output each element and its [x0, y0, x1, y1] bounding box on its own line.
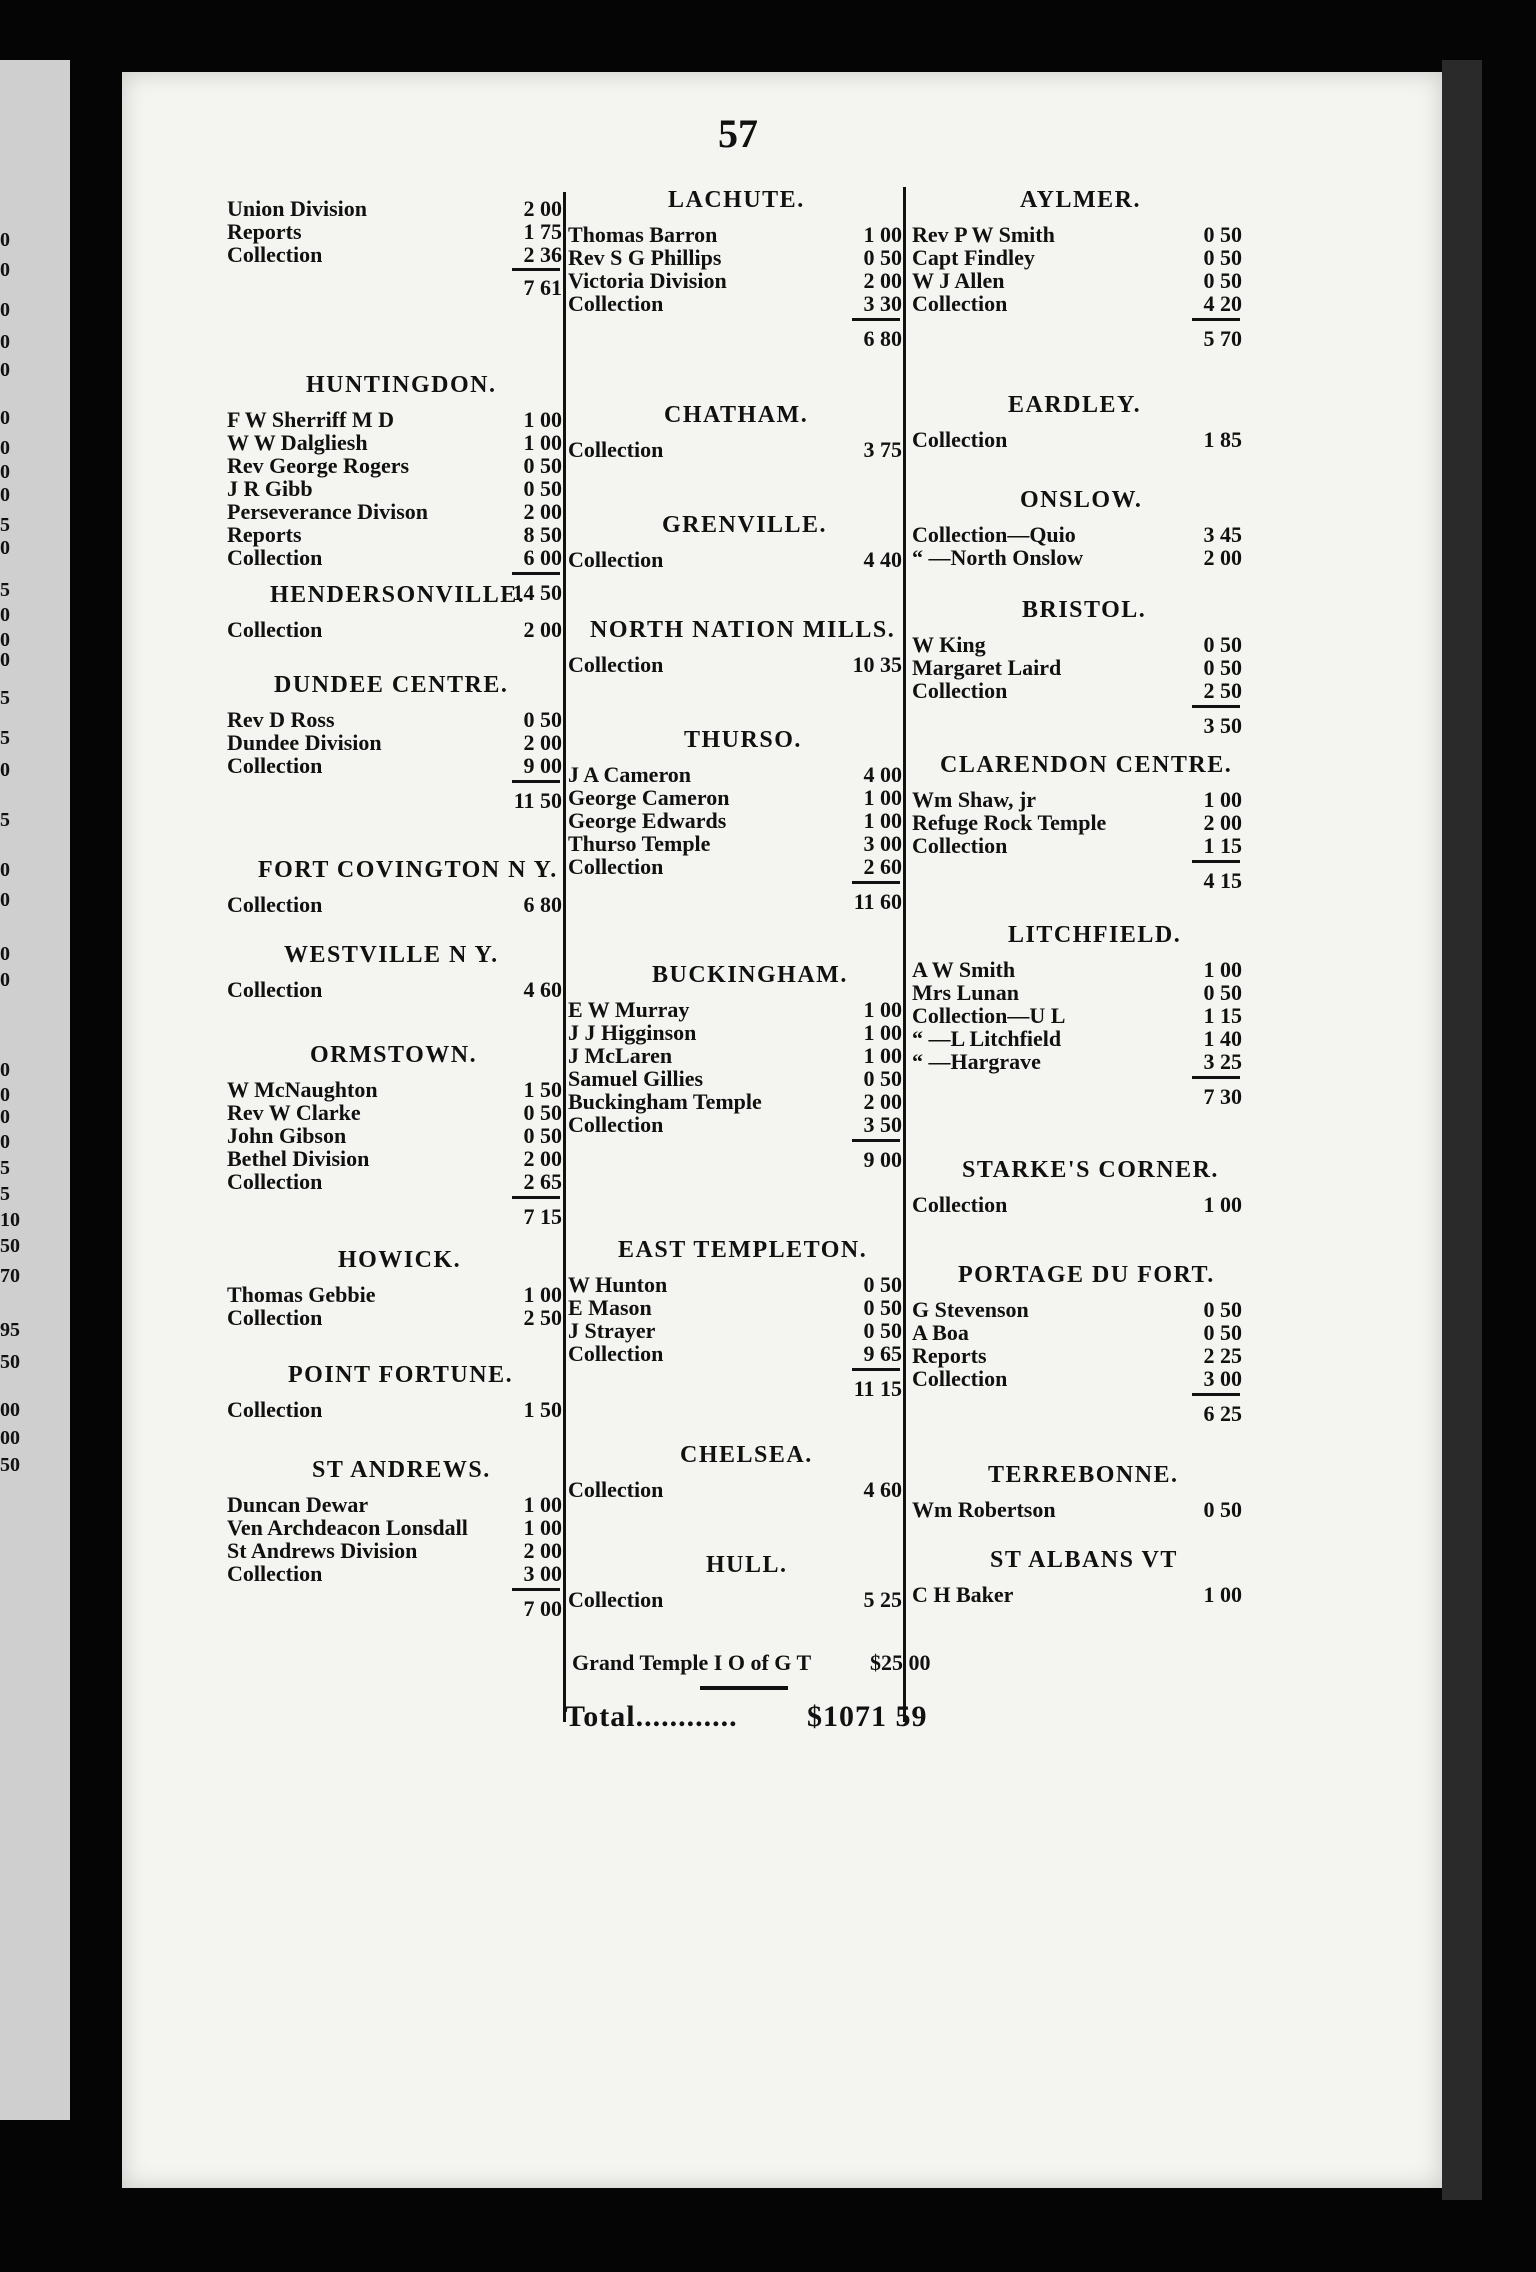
ledger-entry-name: J A Cameron [568, 762, 692, 787]
subtotal-rule [852, 318, 900, 321]
ledger-amount: 2 36 [523, 242, 562, 267]
section-heading: FORT COVINGTON N Y. [258, 857, 558, 883]
section-heading: BRISTOL. [1022, 597, 1147, 623]
ledger-entry-name: Buckingham Temple [568, 1089, 762, 1114]
ledger-entry-name: J McLaren [568, 1043, 673, 1068]
facing-page-fragment: 5 [0, 1157, 10, 1179]
ledger-entry-name: A Boa [912, 1320, 969, 1345]
facing-page-fragment: 70 [0, 1265, 20, 1287]
ledger-entry-name: Collection [227, 753, 323, 778]
ledger-amount: 0 50 [1203, 1320, 1242, 1345]
section-heading: HOWICK. [338, 1247, 462, 1273]
ledger-entry-name: Collection [227, 1169, 323, 1194]
facing-page-fragment: 00 [0, 1399, 20, 1421]
ledger-entry-name: W King [912, 632, 986, 657]
facing-page-fragment: 0 [0, 759, 10, 781]
facing-page-fragment: 5 [0, 514, 10, 536]
ledger-amount: 1 00 [863, 1020, 902, 1045]
facing-page-fragment: 5 [0, 809, 10, 831]
ledger-amount: 8 50 [523, 522, 562, 547]
grand-temple-amount: $25 00 [870, 1650, 931, 1675]
ledger-amount: 3 30 [863, 291, 902, 316]
ledger-amount: 0 50 [523, 707, 562, 732]
ledger-entry-name: Collection [912, 833, 1008, 858]
facing-page-fragment: 50 [0, 1454, 20, 1476]
ledger-entry-name: Thomas Barron [568, 222, 718, 247]
ledger-entry-name: Rev W Clarke [227, 1100, 361, 1125]
ledger-entry-name: Collection [568, 437, 664, 462]
facing-page-fragment: 0 [0, 484, 10, 506]
section-heading: EARDLEY. [1008, 392, 1142, 418]
ledger-amount: 4 60 [523, 977, 562, 1002]
ledger-entry-name: Collection [912, 427, 1008, 452]
ledger-entry-name: Reports [912, 1343, 987, 1368]
facing-page-fragment: 0 [0, 407, 10, 429]
ledger-entry-name: Thomas Gebbie [227, 1282, 376, 1307]
ledger-entry-name: Collection [912, 291, 1008, 316]
ledger-entry-name: Perseverance Divison [227, 499, 428, 524]
ledger-amount: 4 60 [863, 1477, 902, 1502]
ledger-entry-name: W W Dalgliesh [227, 430, 368, 455]
ledger-entry-name: Collection [227, 1397, 323, 1422]
facing-page-fragment: 0 [0, 299, 10, 321]
ledger-entry-name: Collection [568, 652, 664, 677]
ledger-amount: 3 00 [523, 1561, 562, 1586]
ledger-entry-name: Collection [568, 1477, 664, 1502]
ledger-amount: 0 50 [1203, 980, 1242, 1005]
ledger-amount: 2 65 [523, 1169, 562, 1194]
book-spine-edge [1442, 60, 1482, 2200]
subtotal-rule [1192, 1076, 1240, 1079]
ledger-amount: 1 00 [523, 430, 562, 455]
ledger-entry-name: Collection [568, 291, 664, 316]
subtotal-rule [1192, 705, 1240, 708]
total-rule [700, 1686, 788, 1690]
ledger-entry-name: C H Baker [912, 1582, 1014, 1607]
ledger-amount: 2 00 [863, 268, 902, 293]
ledger-amount: 0 50 [1203, 1497, 1242, 1522]
section-heading: POINT FORTUNE. [288, 1362, 514, 1388]
facing-page-fragment: 5 [0, 687, 10, 709]
ledger-entry-name: E W Murray [568, 997, 690, 1022]
ledger-entry-name: Collection—U L [912, 1003, 1066, 1028]
ledger-amount: 2 50 [1203, 678, 1242, 703]
facing-page-fragment: 0 [0, 359, 10, 381]
ledger-amount: 0 50 [863, 1295, 902, 1320]
ledger-entry-name: Reports [227, 522, 302, 547]
ledger-amount: 0 50 [1203, 245, 1242, 270]
ledger-amount: 4 00 [863, 762, 902, 787]
ledger-entry-name: Samuel Gillies [568, 1066, 704, 1091]
ledger-amount: 4 15 [1203, 868, 1242, 893]
ledger-amount: 6 80 [863, 326, 902, 351]
ledger-entry-name: Collection [227, 545, 323, 570]
ledger-entry-name: A W Smith [912, 957, 1016, 982]
ledger-entry-name: Rev S G Phillips [568, 245, 722, 270]
ledger-entry-name: Ven Archdeacon Lonsdall [227, 1515, 468, 1540]
section-heading: CHATHAM. [664, 402, 809, 428]
facing-page-fragment: 0 [0, 629, 10, 651]
ledger-amount: 3 00 [1203, 1366, 1242, 1391]
ledger-entry-name: W Hunton [568, 1272, 668, 1297]
total-amount: $1071 59 [807, 1700, 928, 1733]
facing-page-fragment: 0 [0, 437, 10, 459]
ledger-amount: 1 00 [863, 785, 902, 810]
ledger-entry-name: Refuge Rock Temple [912, 810, 1107, 835]
ledger-entry-name: “ —North Onslow [912, 545, 1084, 570]
facing-page-fragment: 0 [0, 1106, 10, 1128]
section-heading: WESTVILLE N Y. [284, 942, 499, 968]
ledger-entry-name: Collection [227, 892, 323, 917]
ledger-amount: 1 50 [523, 1077, 562, 1102]
ledger-entry-name: Collection [227, 1561, 323, 1586]
facing-page-fragment: 0 [0, 331, 10, 353]
ledger-amount: 0 50 [863, 1318, 902, 1343]
subtotal-rule [512, 1196, 560, 1199]
ledger-entry-name: George Edwards [568, 808, 727, 833]
ledger-entry-name: “ —L Litchfield [912, 1026, 1062, 1051]
facing-page-fragment: 0 [0, 943, 10, 965]
subtotal-rule [852, 881, 900, 884]
facing-page-fragment: 0 [0, 1059, 10, 1081]
ledger-amount: 2 00 [523, 196, 562, 221]
ledger-amount: 2 60 [863, 854, 902, 879]
subtotal-rule [1192, 860, 1240, 863]
ledger-amount: 3 45 [1203, 522, 1242, 547]
column-divider-2 [903, 187, 906, 1722]
ledger-entry-name: Collection [227, 1305, 323, 1330]
ledger-amount: 0 50 [863, 245, 902, 270]
subtotal-rule [512, 1588, 560, 1591]
section-heading: AYLMER. [1020, 187, 1141, 213]
section-heading: STARKE'S CORNER. [962, 1157, 1219, 1183]
ledger-amount: 0 50 [1203, 1297, 1242, 1322]
facing-page-fragment: 50 [0, 1235, 20, 1257]
ledger-amount: 1 00 [1203, 957, 1242, 982]
ledger-entry-name: F W Sherriff M D [227, 407, 395, 432]
ledger-amount: 1 00 [863, 1043, 902, 1068]
subtotal-rule [1192, 1393, 1240, 1396]
ledger-entry-name: Reports [227, 219, 302, 244]
facing-page-fragment: 0 [0, 859, 10, 881]
ledger-amount: 0 50 [863, 1066, 902, 1091]
ledger-entry-name: J R Gibb [227, 476, 313, 501]
ledger-amount: 6 25 [1203, 1401, 1242, 1426]
page-number: 57 [718, 111, 758, 156]
ledger-amount: 5 70 [1203, 326, 1242, 351]
ledger-entry-name: John Gibson [227, 1123, 347, 1148]
ledger-amount: 1 50 [523, 1397, 562, 1422]
facing-page-fragment: 0 [0, 461, 10, 483]
ledger-amount: 2 00 [523, 617, 562, 642]
ledger-amount: 2 00 [1203, 810, 1242, 835]
ledger-entry-name: Rev D Ross [227, 707, 335, 732]
ledger-amount: 1 00 [863, 808, 902, 833]
ledger-amount: 7 30 [1203, 1084, 1242, 1109]
section-heading: ORMSTOWN. [310, 1042, 478, 1068]
facing-page-fragment: 10 [0, 1209, 20, 1231]
ledger-entry-name: Collection [227, 977, 323, 1002]
ledger-entry-name: Bethel Division [227, 1146, 370, 1171]
ledger-entry-name: Duncan Dewar [227, 1492, 369, 1517]
ledger-amount: 11 50 [513, 788, 562, 813]
ledger-amount: 3 75 [863, 437, 902, 462]
ledger-entry-name: “ —Hargrave [912, 1049, 1041, 1074]
facing-page-fragment: 0 [0, 604, 10, 626]
subtotal-rule [512, 268, 560, 271]
facing-page-fragment: 0 [0, 259, 10, 281]
ledger-amount: 1 00 [1203, 787, 1242, 812]
ledger-entry-name: Collection [227, 617, 323, 642]
ledger-amount: 1 00 [1203, 1192, 1242, 1217]
facing-page-fragment: 50 [0, 1351, 20, 1373]
ledger-entry-name: Dundee Division [227, 730, 382, 755]
ledger-amount: 1 00 [523, 1515, 562, 1540]
ledger-amount: 1 15 [1203, 833, 1242, 858]
facing-page-fragment: 0 [0, 889, 10, 911]
ledger-entry-name: Rev George Rogers [227, 453, 410, 478]
ledger-amount: 0 50 [863, 1272, 902, 1297]
ledger-amount: 3 25 [1203, 1049, 1242, 1074]
section-heading: TERREBONNE. [988, 1462, 1179, 1488]
ledger-amount: 0 50 [523, 453, 562, 478]
ledger-amount: 6 00 [523, 545, 562, 570]
ledger-amount: 0 50 [1203, 632, 1242, 657]
ledger-amount: 9 00 [863, 1147, 902, 1172]
ledger-entry-name: W J Allen [912, 268, 1005, 293]
ledger-amount: 1 00 [523, 1282, 562, 1307]
subtotal-rule [512, 572, 560, 575]
section-heading: HUNTINGDON. [306, 372, 497, 398]
ledger-entry-name: J Strayer [568, 1318, 656, 1343]
ledger-entry-name: Collection [568, 547, 664, 572]
ledger-entry-name: Margaret Laird [912, 655, 1062, 680]
ledger-amount: 1 00 [863, 222, 902, 247]
ledger-amount: 3 50 [863, 1112, 902, 1137]
ledger-entry-name: Wm Robertson [912, 1497, 1056, 1522]
grand-temple-label: Grand Temple I O of G T [572, 1650, 812, 1675]
facing-page-fragment: 0 [0, 649, 10, 671]
ledger-entry-name: Collection [568, 854, 664, 879]
ledger-amount: 2 00 [1203, 545, 1242, 570]
ledger-entry-name: Collection [568, 1587, 664, 1612]
subtotal-rule [852, 1368, 900, 1371]
ledger-amount: 1 00 [863, 997, 902, 1022]
ledger-amount: 9 00 [523, 753, 562, 778]
ledger-amount: 2 00 [863, 1089, 902, 1114]
column-divider-1 [563, 192, 566, 1722]
ledger-amount: 2 00 [523, 1146, 562, 1171]
section-heading: BUCKINGHAM. [652, 962, 848, 988]
ledger-amount: 10 35 [852, 652, 902, 677]
ledger-entry-name: George Cameron [568, 785, 730, 810]
facing-page-fragment: 0 [0, 969, 10, 991]
ledger-amount: 2 25 [1203, 1343, 1242, 1368]
ledger-amount: 2 00 [523, 499, 562, 524]
ledger-amount: 14 50 [512, 580, 562, 605]
section-heading: HENDERSONVILLE. [270, 582, 526, 608]
ledger-amount: 7 61 [523, 275, 562, 300]
ledger-amount: 9 65 [863, 1341, 902, 1366]
section-heading: NORTH NATION MILLS. [590, 617, 896, 643]
facing-page-fragment: 0 [0, 1131, 10, 1153]
ledger-entry-name: Mrs Lunan [912, 980, 1019, 1005]
facing-page-fragment: 0 [0, 1084, 10, 1106]
ledger-amount: 1 40 [1203, 1026, 1242, 1051]
ledger-entry-name: Collection [912, 1366, 1008, 1391]
ledger-amount: 2 50 [523, 1305, 562, 1330]
facing-page-fragment: 5 [0, 579, 10, 601]
section-heading: GRENVILLE. [662, 512, 828, 538]
ledger-entry-name: Wm Shaw, jr [912, 787, 1037, 812]
ledger-amount: 1 00 [523, 1492, 562, 1517]
ledger-entry-name: W McNaughton [227, 1077, 378, 1102]
ledger-entry-name: Collection [912, 678, 1008, 703]
subtotal-rule [512, 780, 560, 783]
section-heading: ST ALBANS VT [990, 1547, 1178, 1573]
ledger-entry-name: Union Division [227, 196, 367, 221]
facing-page-fragment: 5 [0, 727, 10, 749]
section-heading: CHELSEA. [680, 1442, 813, 1468]
ledger-entry-name: Collection—Quio [912, 522, 1076, 547]
facing-page-fragment: 0 [0, 229, 10, 251]
facing-page-fragment: 0 [0, 537, 10, 559]
ledger-amount: 3 50 [1203, 713, 1242, 738]
ledger-entry-name: Collection [227, 242, 323, 267]
facing-page-fragment: 00 [0, 1427, 20, 1449]
section-heading: HULL. [706, 1552, 788, 1578]
ledger-amount: 11 15 [853, 1376, 902, 1401]
section-heading: LITCHFIELD. [1008, 922, 1182, 948]
ledger-amount: 1 15 [1203, 1003, 1242, 1028]
ledger-entry-name: Collection [568, 1341, 664, 1366]
section-heading: LACHUTE. [668, 187, 805, 213]
ledger-entry-name: Victoria Division [568, 268, 727, 293]
facing-page-fragment: 95 [0, 1319, 20, 1341]
ledger-amount: 11 60 [853, 889, 902, 914]
ledger-amount: 7 15 [523, 1204, 562, 1229]
ledger-entry-name: Rev P W Smith [912, 222, 1055, 247]
section-heading: ST ANDREWS. [312, 1457, 491, 1483]
ledger-amount: 0 50 [1203, 222, 1242, 247]
ledger-amount: 1 00 [1203, 1582, 1242, 1607]
ledger-amount: 7 00 [523, 1596, 562, 1621]
ledger-amount: 3 00 [863, 831, 902, 856]
ledger-entry-name: J J Higginson [568, 1020, 697, 1045]
ledger-entry-name: G Stevenson [912, 1297, 1029, 1322]
ledger-amount: 0 50 [1203, 655, 1242, 680]
ledger-entry-name: Capt Findley [912, 245, 1035, 270]
facing-page-edge [0, 60, 70, 2120]
ledger-amount: 1 75 [523, 219, 562, 244]
ledger-amount: 4 40 [863, 547, 902, 572]
facing-page-fragment: 5 [0, 1183, 10, 1205]
ledger-amount: 0 50 [523, 476, 562, 501]
ledger-amount: 0 50 [1203, 268, 1242, 293]
ledger-entry-name: Collection [568, 1112, 664, 1137]
ledger-amount: 2 00 [523, 730, 562, 755]
ledger-amount: 2 00 [523, 1538, 562, 1563]
section-heading: CLARENDON CENTRE. [940, 752, 1233, 778]
ledger-amount: 6 80 [523, 892, 562, 917]
section-heading: ONSLOW. [1020, 487, 1143, 513]
ledger-amount: 1 00 [523, 407, 562, 432]
total-label: Total............ [565, 1700, 738, 1733]
subtotal-rule [852, 1139, 900, 1142]
ledger-amount: 0 50 [523, 1123, 562, 1148]
ledger-entry-name: Collection [912, 1192, 1008, 1217]
ledger-amount: 4 20 [1203, 291, 1242, 316]
section-heading: EAST TEMPLETON. [618, 1237, 868, 1263]
ledger-amount: 0 50 [523, 1100, 562, 1125]
ledger-entry-name: Thurso Temple [568, 831, 711, 856]
document-page [122, 72, 1442, 2188]
section-heading: DUNDEE CENTRE. [274, 672, 509, 698]
subtotal-rule [1192, 318, 1240, 321]
ledger-amount: 5 25 [863, 1587, 902, 1612]
ledger-entry-name: E Mason [568, 1295, 652, 1320]
section-heading: PORTAGE DU FORT. [958, 1262, 1215, 1288]
ledger-amount: 1 85 [1203, 427, 1242, 452]
ledger-entry-name: St Andrews Division [227, 1538, 418, 1563]
section-heading: THURSO. [684, 727, 802, 753]
